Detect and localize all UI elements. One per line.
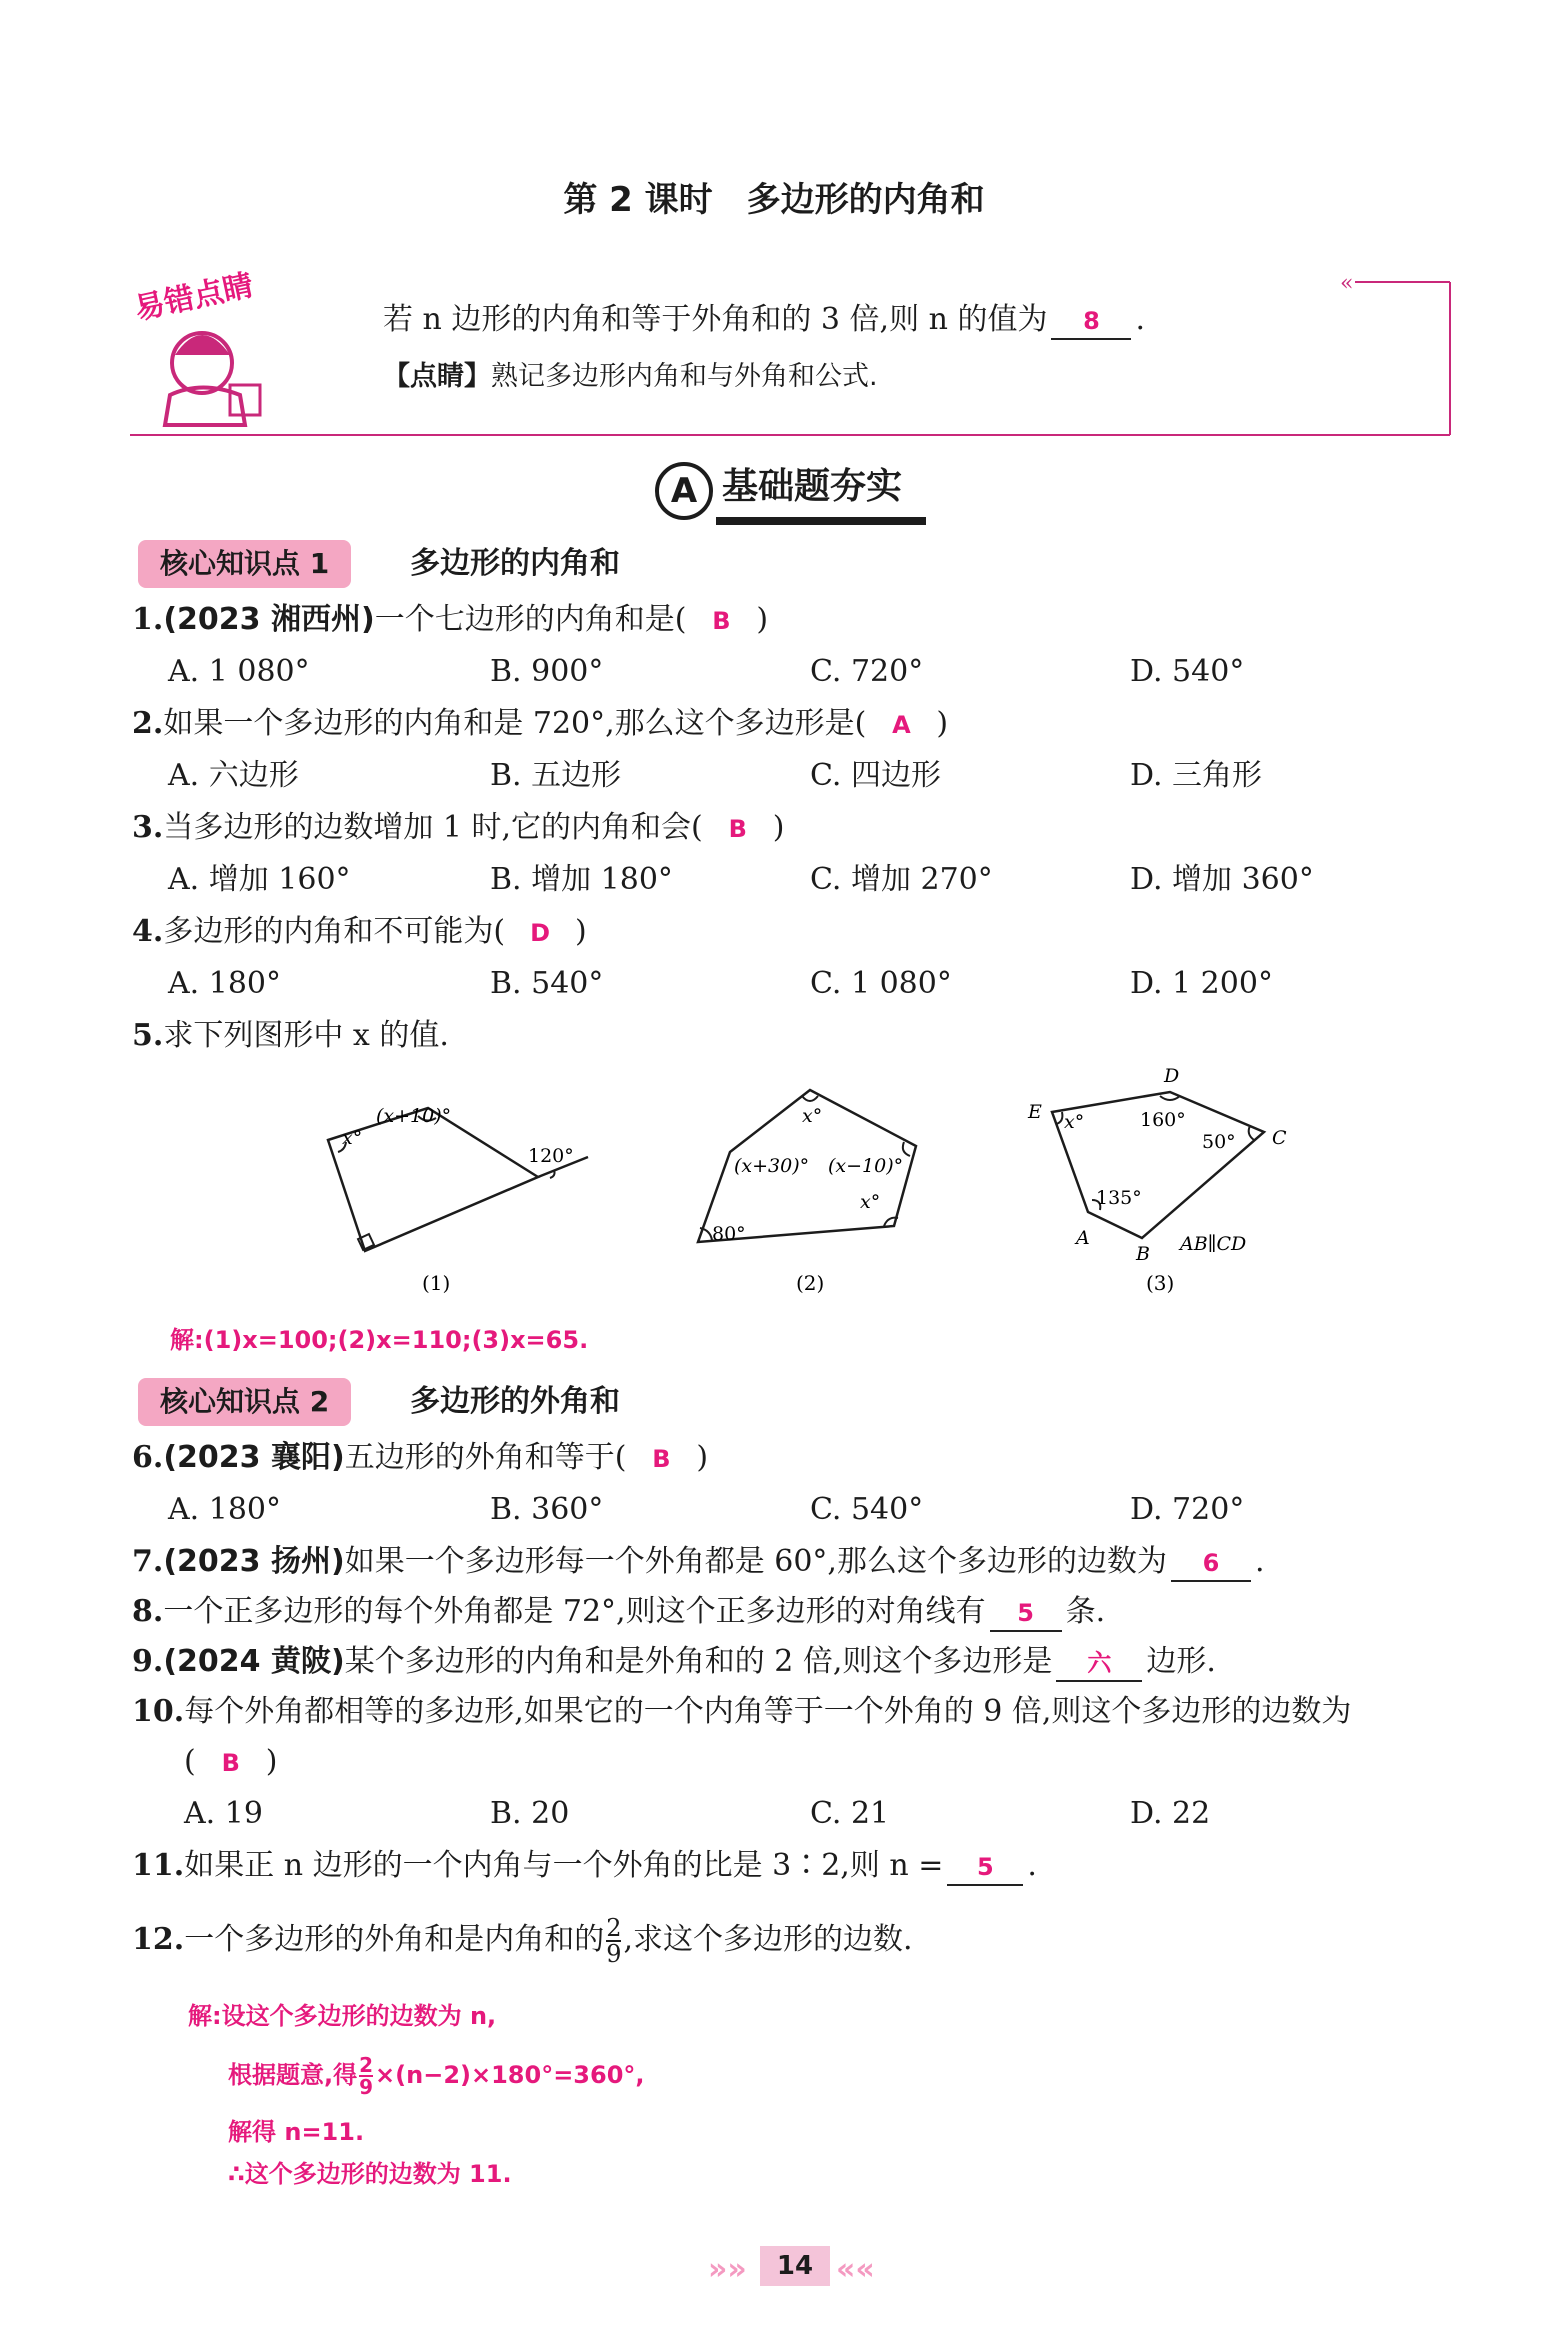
svg-text:«: «: [1340, 271, 1354, 296]
q1-number: 1.: [132, 602, 164, 637]
q3-option-d: D. 增加 360°: [1130, 862, 1314, 897]
q5-solution: 解:(1)x=100;(2)x=110;(3)x=65.: [170, 1326, 589, 1354]
q12-frac-den: 9: [606, 1940, 622, 1968]
fig3-label-135: 135°: [1096, 1187, 1142, 1209]
topic2-tag: 核心知识点 2: [138, 1378, 351, 1426]
q7-text: 如果一个多边形每一个外角都是 60°,那么这个多边形的边数为: [344, 1544, 1167, 1579]
fig1-caption: (1): [422, 1271, 451, 1295]
q9-text: 某个多边形的内角和是外角和的 2 倍,则这个多边形是: [344, 1644, 1053, 1679]
q11-post: .: [1027, 1848, 1037, 1883]
figure-1: [310, 1080, 600, 1300]
q10-answer: B: [221, 1749, 240, 1777]
topic2-title: 多边形的外角和: [410, 1384, 620, 1419]
q12-fraction: [606, 1916, 621, 1966]
section-a-circle: A: [655, 462, 713, 520]
q6-number: 6.: [132, 1440, 164, 1475]
q1-option-a: A. 1 080°: [168, 654, 310, 689]
intro-question-text: 若 n 边形的内角和等于外角和的 3 倍,则 n 的值为: [383, 302, 1048, 337]
q12-post: ,求这个多边形的边数.: [623, 1922, 913, 1957]
q6-option-a: A. 180°: [168, 1492, 281, 1527]
fig3-vertex-a: A: [1076, 1227, 1090, 1249]
q11-stem: [132, 1846, 1037, 1886]
footer-arrows-right: ««: [836, 2252, 875, 2287]
page-number: 14: [760, 2246, 830, 2286]
q8-post: 条.: [1065, 1594, 1106, 1629]
q1-source: (2023 湘西州): [163, 602, 375, 637]
fig3-vertex-b: B: [1136, 1243, 1150, 1265]
q1-text: 一个七边形的内角和是(: [374, 602, 687, 637]
page-title: 第 2 课时 多边形的内角和: [563, 180, 985, 220]
q2-option-d: D. 三角形: [1130, 758, 1263, 793]
q10-paren: [184, 1742, 277, 1783]
q3-number: 3.: [132, 810, 164, 845]
fig3-vertex-e: E: [1028, 1101, 1042, 1123]
q9-post: 边形.: [1146, 1644, 1216, 1679]
fig3-label-x: x°: [1064, 1111, 1085, 1133]
q6-option-d: D. 720°: [1130, 1492, 1245, 1527]
fig3-label-160: 160°: [1140, 1109, 1186, 1131]
q4-option-a: A. 180°: [168, 966, 281, 1001]
q12-sol-line1: 解:设这个多边形的边数为 n,: [188, 2002, 497, 2030]
q4-option-b: B. 540°: [490, 966, 604, 1001]
q10-option-a: A. 19: [184, 1796, 263, 1831]
q11-number: 11.: [132, 1848, 185, 1883]
q4-text: 多边形的内角和不可能为(: [163, 914, 506, 949]
q4-answer: D: [530, 919, 550, 947]
q3-option-a: A. 增加 160°: [168, 862, 351, 897]
q1-stem: [132, 600, 768, 641]
q6-option-b: B. 360°: [490, 1492, 604, 1527]
q6-option-c: C. 540°: [810, 1492, 924, 1527]
q5-text: 求下列图形中 x 的值.: [163, 1018, 449, 1053]
q10-open: (: [184, 1744, 196, 1779]
q12-sol-line4: ∴这个多边形的边数为 11.: [228, 2160, 512, 2188]
footer-arrows-left: »»: [708, 2252, 747, 2287]
q3-stem: [132, 808, 784, 849]
intro-tip: [383, 357, 878, 397]
q7-answer: 6: [1202, 1549, 1220, 1577]
q8-number: 8.: [132, 1594, 164, 1629]
q6-source: (2023 襄阳): [163, 1440, 345, 1475]
fig1-label-x: x°: [342, 1127, 363, 1149]
q12-pre: 一个多边形的外角和是内角和的: [184, 1922, 605, 1957]
q8-text: 一个正多边形的每个外角都是 72°,则这个正多边形的对角线有: [163, 1594, 986, 1629]
q1-close: ): [756, 602, 769, 637]
q11-answer: 5: [977, 1853, 994, 1881]
q1-option-c: C. 720°: [810, 654, 924, 689]
q10-text: 每个外角都相等的多边形,如果它的一个内角等于一个外角的 9 倍,则这个多边形的边数为: [184, 1694, 1352, 1729]
q11-text: 如果正 n 边形的一个内角与一个外角的比是 3∶2,则 n =: [184, 1848, 944, 1883]
q12-number: 12.: [132, 1922, 185, 1957]
fig2-label-x30: (x+30)°: [734, 1155, 810, 1177]
figure-3: [1020, 1060, 1300, 1300]
q4-close: ): [575, 914, 587, 949]
intro-tip-text: 熟记多边形内角和与外角和公式.: [491, 361, 878, 392]
q9-stem: [132, 1642, 1216, 1682]
q1-option-b: B. 900°: [490, 654, 604, 689]
q10-number: 10.: [132, 1694, 185, 1729]
q3-option-c: C. 增加 270°: [810, 862, 993, 897]
q1-answer: B: [712, 607, 731, 635]
fig2-label-top: x°: [802, 1105, 823, 1127]
q9-source: (2024 黄陂): [163, 1644, 345, 1679]
section-a-title: 基础题夯实: [722, 466, 903, 507]
q2-answer: A: [892, 711, 911, 739]
q10-option-b: B. 20: [490, 1796, 570, 1831]
fig3-label-50: 50°: [1202, 1131, 1236, 1153]
fig2-label-80: 80°: [712, 1223, 746, 1245]
q8-stem: [132, 1592, 1105, 1632]
figure-2: [690, 1080, 940, 1300]
intro-frame: [130, 270, 1460, 440]
q10-option-c: C. 21: [810, 1796, 890, 1831]
fig3-vertex-c: C: [1272, 1127, 1287, 1149]
q2-stem: [132, 704, 948, 745]
q6-stem: [132, 1438, 708, 1479]
q12-sol2-post: ×(n−2)×180°=360°,: [375, 2061, 645, 2089]
q2-option-c: C. 四边形: [810, 758, 941, 793]
intro-tip-label: 【点睛】: [383, 361, 491, 392]
q2-close: ): [936, 706, 949, 741]
fig1-label-x10: (x+10)°: [376, 1105, 452, 1127]
q4-number: 4.: [132, 914, 164, 949]
fig3-vertex-d: D: [1164, 1065, 1180, 1087]
q12-sol-line2: [228, 2050, 645, 2100]
fig1-label-120: 120°: [528, 1145, 574, 1167]
q9-number: 9.: [132, 1644, 164, 1679]
q12-sol2-fraction: [359, 2055, 373, 2097]
topic1-title: 多边形的内角和: [410, 546, 620, 581]
section-a-underline: [716, 517, 926, 525]
badge-text: 易错点睛: [131, 267, 257, 328]
intro-question-post: .: [1135, 302, 1146, 337]
q3-option-b: B. 增加 180°: [490, 862, 673, 897]
q6-text: 五边形的外角和等于(: [344, 1440, 627, 1475]
q7-source: (2023 扬州): [163, 1544, 345, 1579]
q7-stem: [132, 1542, 1265, 1582]
q6-answer: B: [652, 1445, 671, 1473]
q9-answer: 六: [1087, 1649, 1112, 1677]
q4-stem: [132, 912, 587, 953]
fig2-caption: (2): [796, 1271, 825, 1295]
fig2-label-xr: x°: [860, 1191, 881, 1213]
q5-number: 5.: [132, 1018, 164, 1053]
q5-stem: [132, 1016, 449, 1056]
q10-option-d: D. 22: [1130, 1796, 1211, 1831]
q6-close: ): [696, 1440, 709, 1475]
fig3-caption: (3): [1146, 1271, 1175, 1295]
q10-close: ): [265, 1744, 278, 1779]
q12-sol2-den: 9: [359, 2075, 374, 2099]
q2-number: 2.: [132, 706, 164, 741]
q10-stem: [132, 1692, 1351, 1732]
q7-number: 7.: [132, 1544, 164, 1579]
q3-close: ): [772, 810, 785, 845]
q2-text: 如果一个多边形的内角和是 720°,那么这个多边形是(: [163, 706, 867, 741]
q12-frac-num: 2: [606, 1914, 622, 1942]
q12-stem: [132, 1910, 913, 1970]
q12-sol2-num: 2: [359, 2053, 374, 2077]
fig2-label-x10: (x−10)°: [828, 1155, 904, 1177]
q3-text: 当多边形的边数增加 1 时,它的内角和会(: [163, 810, 703, 845]
intro-badge: [130, 267, 295, 430]
fig3-note: AB∥CD: [1180, 1233, 1247, 1255]
q4-option-d: D. 1 200°: [1130, 966, 1273, 1001]
q1-option-d: D. 540°: [1130, 654, 1245, 689]
q2-option-b: B. 五边形: [490, 758, 622, 793]
intro-question: [383, 300, 1145, 340]
q12-sol2-pre: 根据题意,得: [228, 2061, 358, 2089]
q12-sol-line3: 解得 n=11.: [228, 2118, 365, 2146]
q8-answer: 5: [1017, 1599, 1034, 1627]
intro-answer: 8: [1083, 307, 1100, 335]
q3-answer: B: [728, 815, 747, 843]
q4-option-c: C. 1 080°: [810, 966, 952, 1001]
q2-option-a: A. 六边形: [168, 758, 299, 793]
topic1-tag: 核心知识点 1: [138, 540, 351, 588]
q7-post: .: [1254, 1544, 1265, 1579]
